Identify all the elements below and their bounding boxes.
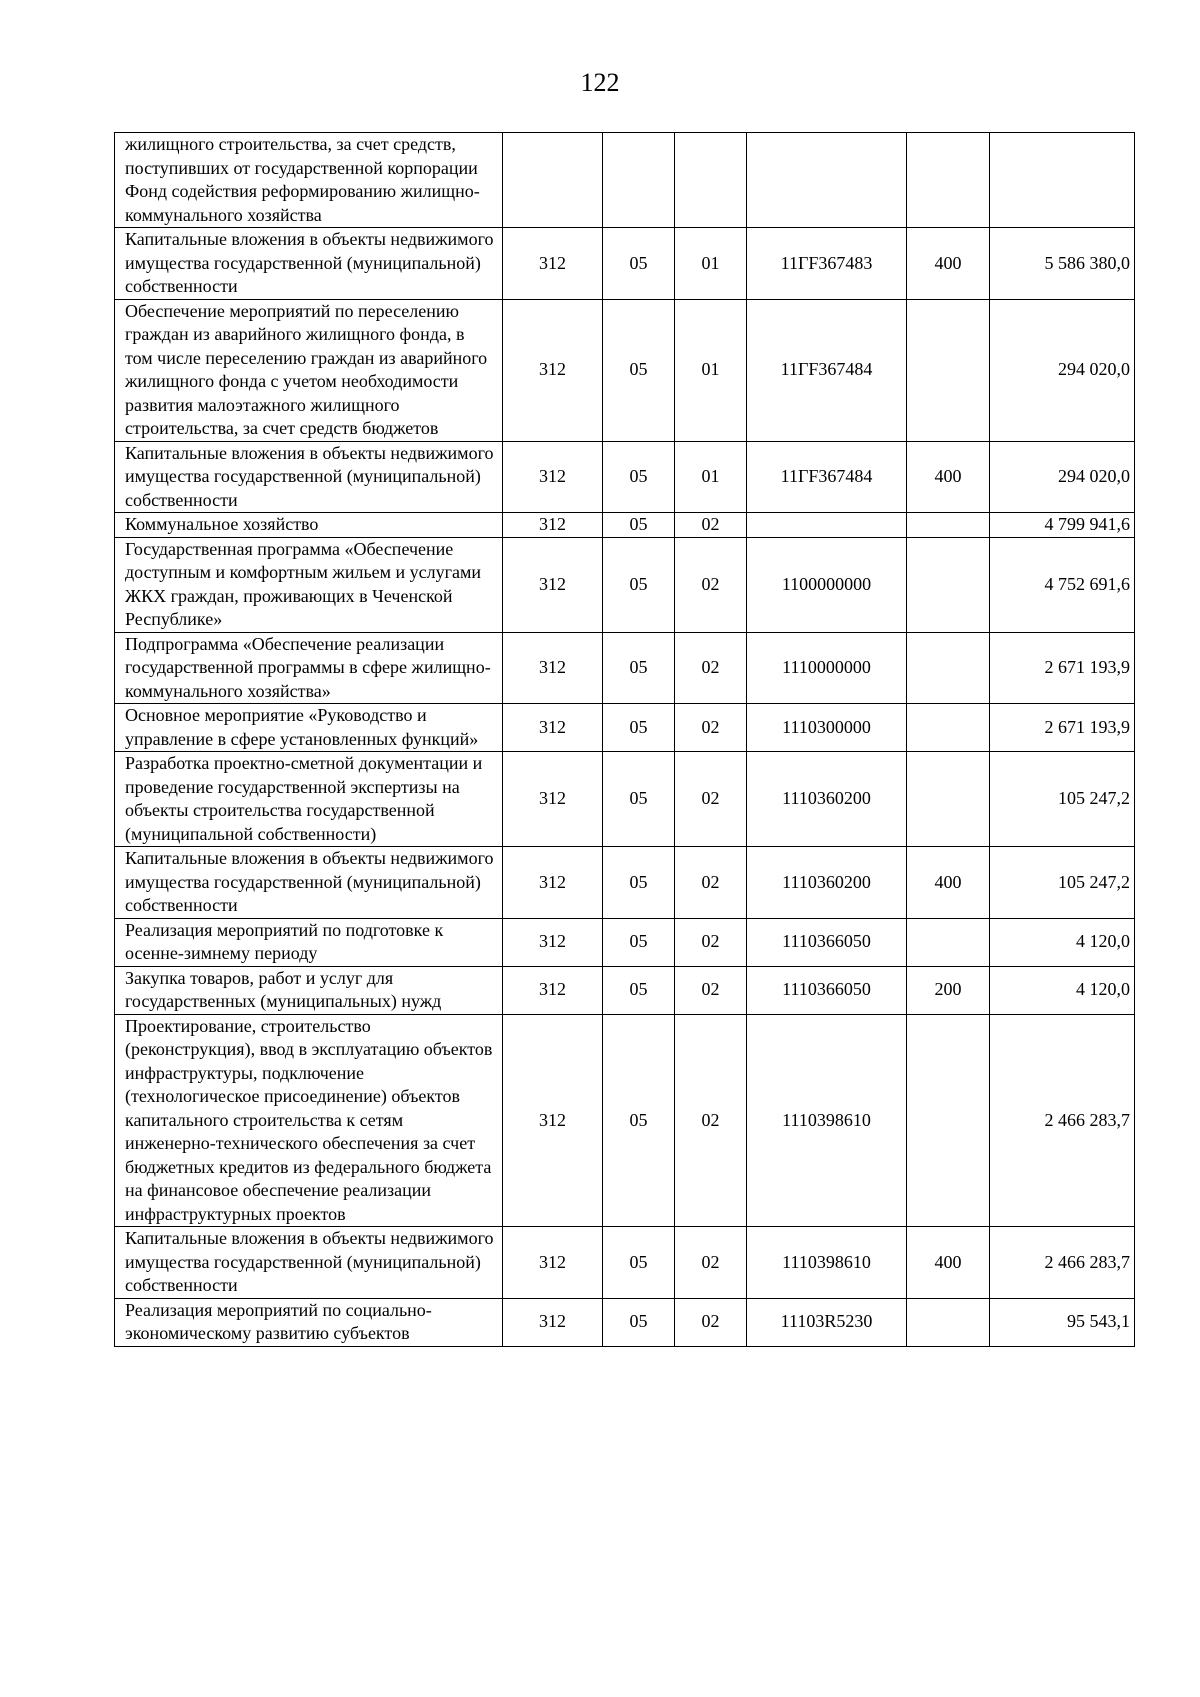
cell-subsection-code: 02 xyxy=(675,1227,747,1299)
cell-target-item-code: 1110360200 xyxy=(747,847,907,919)
cell-section-code: 05 xyxy=(603,752,675,847)
cell-subsection-code: 02 xyxy=(675,537,747,632)
cell-target-item-code: 11103R5230 xyxy=(747,1298,907,1346)
table-row xyxy=(115,1227,1135,1299)
cell-expense-type-code xyxy=(907,632,990,704)
cell-amount: 4 120,0 xyxy=(990,966,1135,1014)
cell-section-code: 05 xyxy=(603,847,675,919)
cell-section-code: 05 xyxy=(603,1227,675,1299)
table-row xyxy=(115,1014,1135,1227)
cell-department-code: 312 xyxy=(503,704,603,752)
cell-target-item-code xyxy=(747,513,907,538)
cell-name: Проектирование, строительство (реконструкция), ввод в эксплуатацию объектов инфраструктуры, подключение (технологическое присоединение) объектов капитального строительства к сетям инженерно-технического обеспечения за счет бюджетных кредитов из федерального бюджета на финансовое обеспечение реализации инфраструктурных проектов xyxy=(115,1014,503,1227)
cell-section-code: 05 xyxy=(603,966,675,1014)
table-row xyxy=(115,966,1135,1014)
cell-expense-type-code xyxy=(907,1298,990,1346)
cell-target-item-code: 11ГF367484 xyxy=(747,441,907,513)
cell-subsection-code: 02 xyxy=(675,513,747,538)
budget-table xyxy=(114,132,1135,1347)
cell-expense-type-code xyxy=(907,704,990,752)
cell-target-item-code: 1110000000 xyxy=(747,632,907,704)
table-row xyxy=(115,513,1135,538)
cell-department-code: 312 xyxy=(503,632,603,704)
cell-department-code: 312 xyxy=(503,1298,603,1346)
cell-section-code: 05 xyxy=(603,1298,675,1346)
cell-amount: 294 020,0 xyxy=(990,441,1135,513)
cell-subsection-code: 02 xyxy=(675,1014,747,1227)
cell-subsection-code: 01 xyxy=(675,228,747,300)
cell-subsection-code: 01 xyxy=(675,299,747,441)
cell-department-code: 312 xyxy=(503,752,603,847)
cell-section-code: 05 xyxy=(603,228,675,300)
cell-subsection-code: 02 xyxy=(675,918,747,966)
table-row xyxy=(115,847,1135,919)
cell-amount: 5 586 380,0 xyxy=(990,228,1135,300)
cell-subsection-code: 02 xyxy=(675,752,747,847)
cell-name: Основное мероприятие «Руководство и управление в сфере установленных функций» xyxy=(115,704,503,752)
cell-amount: 2 466 283,7 xyxy=(990,1227,1135,1299)
cell-department-code: 312 xyxy=(503,299,603,441)
cell-target-item-code: 1110398610 xyxy=(747,1227,907,1299)
cell-section-code: 05 xyxy=(603,632,675,704)
cell-name: Реализация мероприятий по социально-экономическому развитию субъектов xyxy=(115,1298,503,1346)
cell-section-code: 05 xyxy=(603,441,675,513)
cell-section-code xyxy=(603,133,675,228)
cell-department-code xyxy=(503,133,603,228)
cell-department-code: 312 xyxy=(503,441,603,513)
table-row xyxy=(115,752,1135,847)
cell-department-code: 312 xyxy=(503,513,603,538)
cell-section-code: 05 xyxy=(603,513,675,538)
cell-name: Подпрограмма «Обеспечение реализации государственной программы в сфере жилищно-коммунального хозяйства» xyxy=(115,632,503,704)
cell-name: Обеспечение мероприятий по переселению граждан из аварийного жилищного фонда, в том числе переселению граждан из аварийного жилищного фонда с учетом необходимости развития малоэтажного жилищного строительства, за счет средств бюджетов xyxy=(115,299,503,441)
table-row xyxy=(115,133,1135,228)
cell-expense-type-code: 200 xyxy=(907,966,990,1014)
cell-amount: 4 799 941,6 xyxy=(990,513,1135,538)
cell-subsection-code: 02 xyxy=(675,632,747,704)
cell-expense-type-code xyxy=(907,299,990,441)
cell-name: Капитальные вложения в объекты недвижимого имущества государственной (муниципальной) собственности xyxy=(115,847,503,919)
table-row xyxy=(115,1298,1135,1346)
cell-target-item-code xyxy=(747,133,907,228)
cell-subsection-code: 01 xyxy=(675,441,747,513)
cell-department-code: 312 xyxy=(503,1014,603,1227)
cell-subsection-code: 02 xyxy=(675,966,747,1014)
cell-name: Государственная программа «Обеспечение доступным и комфортным жильем и услугами ЖКХ граждан, проживающих в Чеченской Республике» xyxy=(115,537,503,632)
cell-target-item-code: 1110360200 xyxy=(747,752,907,847)
table-body xyxy=(115,133,1135,1347)
cell-expense-type-code: 400 xyxy=(907,847,990,919)
cell-subsection-code: 02 xyxy=(675,704,747,752)
cell-expense-type-code xyxy=(907,133,990,228)
cell-section-code: 05 xyxy=(603,537,675,632)
cell-expense-type-code xyxy=(907,752,990,847)
cell-name: Разработка проектно-сметной документации и проведение государственной экспертизы на объекты строительства государственной (муниципальной собственности) xyxy=(115,752,503,847)
cell-subsection-code: 02 xyxy=(675,847,747,919)
cell-expense-type-code: 400 xyxy=(907,1227,990,1299)
cell-amount: 2 466 283,7 xyxy=(990,1014,1135,1227)
cell-department-code: 312 xyxy=(503,966,603,1014)
cell-amount: 2 671 193,9 xyxy=(990,704,1135,752)
cell-expense-type-code xyxy=(907,1014,990,1227)
cell-expense-type-code: 400 xyxy=(907,441,990,513)
cell-name: Реализация мероприятий по подготовке к осенне-зимнему периоду xyxy=(115,918,503,966)
table-row xyxy=(115,632,1135,704)
cell-section-code: 05 xyxy=(603,1014,675,1227)
cell-name: Капитальные вложения в объекты недвижимого имущества государственной (муниципальной) собственности xyxy=(115,441,503,513)
table-row xyxy=(115,228,1135,300)
cell-name: Коммунальное хозяйство xyxy=(115,513,503,538)
cell-amount: 105 247,2 xyxy=(990,752,1135,847)
cell-amount: 2 671 193,9 xyxy=(990,632,1135,704)
cell-section-code: 05 xyxy=(603,704,675,752)
cell-subsection-code xyxy=(675,133,747,228)
cell-expense-type-code: 400 xyxy=(907,228,990,300)
cell-amount: 4 120,0 xyxy=(990,918,1135,966)
table-row xyxy=(115,537,1135,632)
cell-target-item-code: 11ГF367484 xyxy=(747,299,907,441)
cell-target-item-code: 1110300000 xyxy=(747,704,907,752)
cell-expense-type-code xyxy=(907,537,990,632)
cell-department-code: 312 xyxy=(503,228,603,300)
page-number: 122 xyxy=(580,68,620,97)
table-row xyxy=(115,299,1135,441)
cell-target-item-code: 11ГF367483 xyxy=(747,228,907,300)
cell-name: Капитальные вложения в объекты недвижимого имущества государственной (муниципальной) собственности xyxy=(115,1227,503,1299)
cell-expense-type-code xyxy=(907,918,990,966)
cell-amount: 95 543,1 xyxy=(990,1298,1135,1346)
cell-department-code: 312 xyxy=(503,918,603,966)
cell-target-item-code: 1110398610 xyxy=(747,1014,907,1227)
cell-name: Капитальные вложения в объекты недвижимого имущества государственной (муниципальной) собственности xyxy=(115,228,503,300)
cell-department-code: 312 xyxy=(503,537,603,632)
cell-amount: 105 247,2 xyxy=(990,847,1135,919)
cell-amount: 4 752 691,6 xyxy=(990,537,1135,632)
cell-target-item-code: 1100000000 xyxy=(747,537,907,632)
cell-subsection-code: 02 xyxy=(675,1298,747,1346)
cell-name: Закупка товаров, работ и услуг для государственных (муниципальных) нужд xyxy=(115,966,503,1014)
cell-name: жилищного строительства, за счет средств, поступивших от государственной корпорации Фонд содействия реформированию жилищно-коммунального хозяйства xyxy=(115,133,503,228)
cell-expense-type-code xyxy=(907,513,990,538)
cell-section-code: 05 xyxy=(603,918,675,966)
table-row xyxy=(115,441,1135,513)
cell-amount: 294 020,0 xyxy=(990,299,1135,441)
table-row xyxy=(115,704,1135,752)
cell-section-code: 05 xyxy=(603,299,675,441)
cell-target-item-code: 1110366050 xyxy=(747,918,907,966)
cell-target-item-code: 1110366050 xyxy=(747,966,907,1014)
cell-department-code: 312 xyxy=(503,847,603,919)
cell-amount xyxy=(990,133,1135,228)
table-row xyxy=(115,918,1135,966)
cell-department-code: 312 xyxy=(503,1227,603,1299)
